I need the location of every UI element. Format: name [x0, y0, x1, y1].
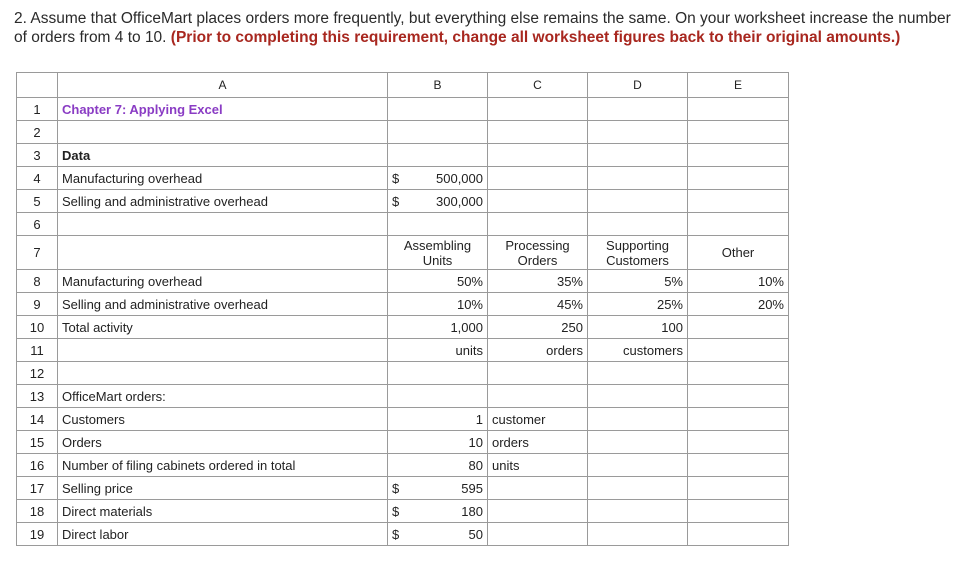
cell-a6[interactable]: [58, 213, 388, 236]
cell-a8[interactable]: Manufacturing overhead: [58, 270, 388, 293]
cell-c14[interactable]: customer: [488, 408, 588, 431]
cell-d14[interactable]: [588, 408, 688, 431]
cell-d9[interactable]: 25%: [588, 293, 688, 316]
row-number[interactable]: 15: [17, 431, 58, 454]
row-number[interactable]: 7: [17, 236, 58, 270]
cell-e12[interactable]: [688, 362, 789, 385]
row-number[interactable]: 2: [17, 121, 58, 144]
cell-e1[interactable]: [688, 98, 789, 121]
cell-e11[interactable]: [688, 339, 789, 362]
cell-e8[interactable]: 10%: [688, 270, 789, 293]
currency-symbol: $: [392, 480, 400, 496]
cell-d8[interactable]: 5%: [588, 270, 688, 293]
cell-b18[interactable]: [388, 500, 488, 523]
cell-b14[interactable]: 1: [388, 408, 488, 431]
cell-a2[interactable]: [58, 121, 388, 144]
row-number[interactable]: 9: [17, 293, 58, 316]
row-4: [17, 167, 789, 190]
cell-c9[interactable]: 45%: [488, 293, 588, 316]
column-header-a[interactable]: A: [58, 73, 388, 98]
row-number[interactable]: 17: [17, 477, 58, 500]
cell-a7[interactable]: [58, 236, 388, 270]
cell-e14[interactable]: [688, 408, 789, 431]
cell-b17[interactable]: [388, 477, 488, 500]
cell-e16[interactable]: [688, 454, 789, 477]
cell-d1[interactable]: [588, 98, 688, 121]
cell-value: 500,000: [436, 170, 483, 186]
currency-symbol: $: [392, 170, 400, 186]
question-body: 2. Assume that OfficeMart places orders more frequently, but everything else remains the same. On your worksheet increase the number of orders from 4 to 10.: [14, 10, 951, 46]
row-number[interactable]: 8: [17, 270, 58, 293]
cell-value: 50: [468, 526, 483, 542]
cell-b3[interactable]: [388, 144, 488, 167]
cell-c11[interactable]: orders: [488, 339, 588, 362]
cell-e18[interactable]: [688, 500, 789, 523]
cell-c3[interactable]: [488, 144, 588, 167]
cell-d6[interactable]: [588, 213, 688, 236]
cell-c12[interactable]: [488, 362, 588, 385]
cell-b16[interactable]: 80: [388, 454, 488, 477]
column-header-e[interactable]: E: [688, 73, 789, 98]
row-11: [17, 339, 789, 362]
row-number[interactable]: 1: [17, 98, 58, 121]
cell-line: Assembling: [403, 237, 472, 253]
row-12: [17, 362, 789, 385]
column-header-c[interactable]: C: [488, 73, 588, 98]
cell-d11[interactable]: customers: [588, 339, 688, 362]
cell-c5[interactable]: [488, 190, 588, 213]
cell-a9[interactable]: Selling and administrative overhead: [58, 293, 388, 316]
row-2: [17, 121, 789, 144]
row-number[interactable]: 16: [17, 454, 58, 477]
cell-d7[interactable]: [588, 236, 688, 270]
row-7: [17, 236, 789, 270]
cell-b15[interactable]: 10: [388, 431, 488, 454]
row-19: [17, 523, 789, 546]
row-17: [17, 477, 789, 500]
row-number[interactable]: 3: [17, 144, 58, 167]
cell-b2[interactable]: [388, 121, 488, 144]
column-header-d[interactable]: D: [588, 73, 688, 98]
corner-cell[interactable]: [17, 73, 58, 98]
cell-line: Processing: [505, 237, 570, 253]
cell-e5[interactable]: [688, 190, 789, 213]
question-text: [14, 9, 954, 47]
cell-a12[interactable]: [58, 362, 388, 385]
cell-d15[interactable]: [588, 431, 688, 454]
row-10: [17, 316, 789, 339]
cell-e13[interactable]: [688, 385, 789, 408]
cell-e15[interactable]: [688, 431, 789, 454]
question-emphasis: (Prior to completing this requirement, change all worksheet figures back to their original amounts.): [170, 29, 901, 46]
cell-b19[interactable]: [388, 523, 488, 546]
cell-b4[interactable]: [388, 167, 488, 190]
cell-b6[interactable]: [388, 213, 488, 236]
row-16: [17, 454, 789, 477]
row-number[interactable]: 18: [17, 500, 58, 523]
cell-c17[interactable]: [488, 477, 588, 500]
cell-line: Supporting: [606, 237, 669, 253]
cell-value: 595: [461, 480, 483, 496]
cell-c2[interactable]: [488, 121, 588, 144]
cell-c16[interactable]: units: [488, 454, 588, 477]
row-9: [17, 293, 789, 316]
cell-b8[interactable]: 50%: [388, 270, 488, 293]
cell-a5[interactable]: Selling and administrative overhead: [58, 190, 388, 213]
cell-a14[interactable]: Customers: [58, 408, 388, 431]
row-13: [17, 385, 789, 408]
cell-b9[interactable]: 10%: [388, 293, 488, 316]
currency-symbol: $: [392, 526, 400, 542]
cell-a19[interactable]: Direct labor: [58, 523, 388, 546]
row-5: [17, 190, 789, 213]
cell-line: Orders: [517, 252, 558, 268]
cell-c15[interactable]: orders: [488, 431, 588, 454]
cell-d13[interactable]: [588, 385, 688, 408]
cell-d19[interactable]: [588, 523, 688, 546]
currency-symbol: $: [392, 503, 400, 519]
cell-line: Units: [422, 252, 453, 268]
cell-d4[interactable]: [588, 167, 688, 190]
cell-e2[interactable]: [688, 121, 789, 144]
cell-e6[interactable]: [688, 213, 789, 236]
currency-symbol: $: [392, 193, 400, 209]
cell-b13[interactable]: [388, 385, 488, 408]
row-number[interactable]: 19: [17, 523, 58, 546]
cell-a13[interactable]: OfficeMart orders:: [58, 385, 388, 408]
row-number[interactable]: 10: [17, 316, 58, 339]
cell-d10[interactable]: 100: [588, 316, 688, 339]
cell-b11[interactable]: units: [388, 339, 488, 362]
column-header-b[interactable]: B: [388, 73, 488, 98]
row-14: [17, 408, 789, 431]
cell-b5[interactable]: [388, 190, 488, 213]
spreadsheet: [16, 72, 789, 546]
cell-e4[interactable]: [688, 167, 789, 190]
row-6: [17, 213, 789, 236]
cell-c19[interactable]: [488, 523, 588, 546]
row-number[interactable]: 6: [17, 213, 58, 236]
cell-c6[interactable]: [488, 213, 588, 236]
row-number[interactable]: 14: [17, 408, 58, 431]
row-1: [17, 98, 789, 121]
cell-d18[interactable]: [588, 500, 688, 523]
cell-b7[interactable]: [388, 236, 488, 270]
cell-d16[interactable]: [588, 454, 688, 477]
cell-b1[interactable]: [388, 98, 488, 121]
cell-e3[interactable]: [688, 144, 789, 167]
cell-d12[interactable]: [588, 362, 688, 385]
cell-e7[interactable]: Other: [688, 236, 789, 270]
cell-a18[interactable]: Direct materials: [58, 500, 388, 523]
row-number[interactable]: 11: [17, 339, 58, 362]
column-header-row: [17, 73, 789, 98]
row-number[interactable]: 5: [17, 190, 58, 213]
cell-c13[interactable]: [488, 385, 588, 408]
row-number[interactable]: 12: [17, 362, 58, 385]
cell-a10[interactable]: Total activity: [58, 316, 388, 339]
cell-c1[interactable]: [488, 98, 588, 121]
cell-e19[interactable]: [688, 523, 789, 546]
cell-value: 300,000: [436, 193, 483, 209]
cell-d17[interactable]: [588, 477, 688, 500]
cell-c7[interactable]: [488, 236, 588, 270]
cell-a1[interactable]: Chapter 7: Applying Excel: [58, 98, 388, 121]
row-15: [17, 431, 789, 454]
cell-d5[interactable]: [588, 190, 688, 213]
cell-e17[interactable]: [688, 477, 789, 500]
cell-a3[interactable]: Data: [58, 144, 388, 167]
cell-b10[interactable]: 1,000: [388, 316, 488, 339]
cell-a11[interactable]: [58, 339, 388, 362]
cell-value: 180: [461, 503, 483, 519]
cell-c4[interactable]: [488, 167, 588, 190]
cell-d3[interactable]: [588, 144, 688, 167]
row-number[interactable]: 4: [17, 167, 58, 190]
row-3: [17, 144, 789, 167]
cell-a16[interactable]: Number of filing cabinets ordered in total: [58, 454, 388, 477]
row-8: [17, 270, 789, 293]
row-18: [17, 500, 789, 523]
cell-c10[interactable]: 250: [488, 316, 588, 339]
cell-e9[interactable]: 20%: [688, 293, 789, 316]
cell-c18[interactable]: [488, 500, 588, 523]
cell-e10[interactable]: [688, 316, 789, 339]
cell-b12[interactable]: [388, 362, 488, 385]
cell-d2[interactable]: [588, 121, 688, 144]
row-number[interactable]: 13: [17, 385, 58, 408]
cell-a4[interactable]: Manufacturing overhead: [58, 167, 388, 190]
cell-a15[interactable]: Orders: [58, 431, 388, 454]
cell-a17[interactable]: Selling price: [58, 477, 388, 500]
cell-c8[interactable]: 35%: [488, 270, 588, 293]
cell-line: Customers: [606, 252, 669, 268]
